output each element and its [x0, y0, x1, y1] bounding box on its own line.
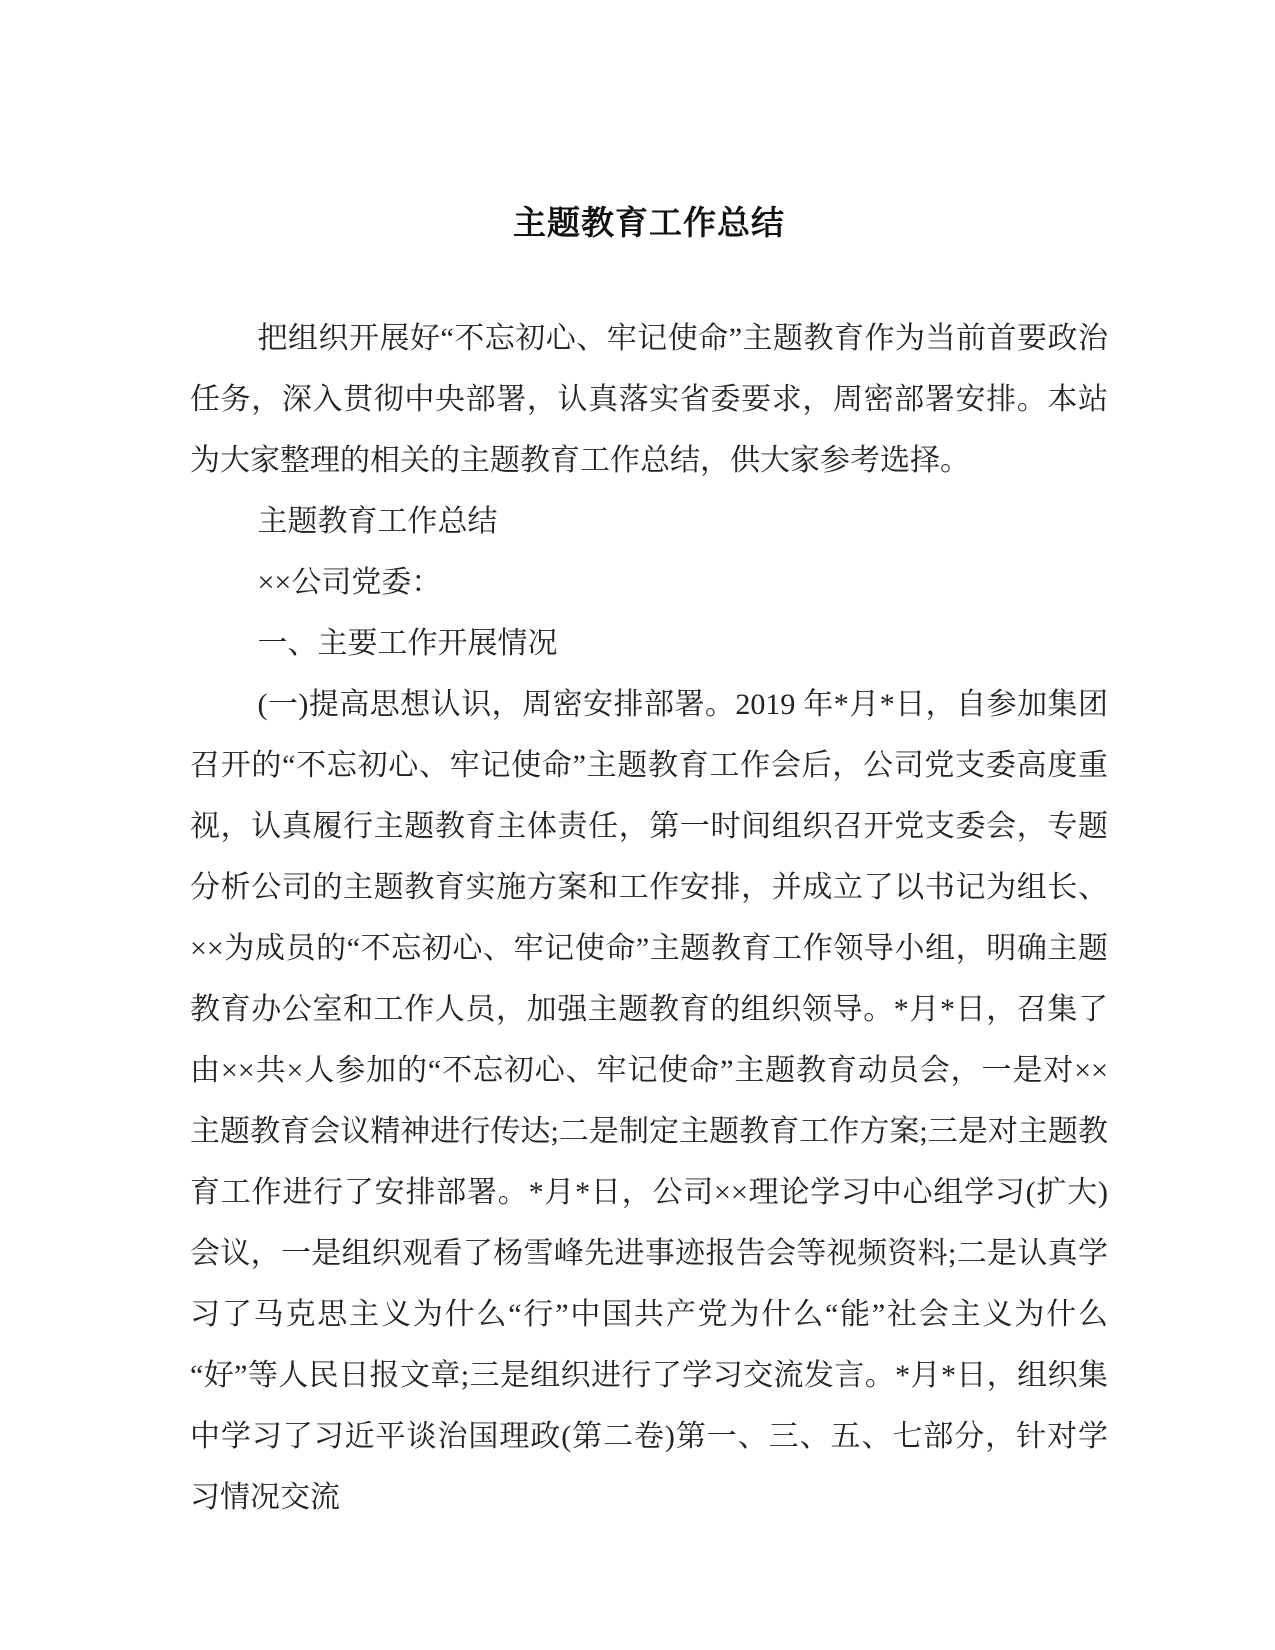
body-paragraph: (一)提高思想认识，周密安排部署。2019 年*月*日，自参加集团召开的“不忘初心、牢记使命”主题教育工作会后，公司党支委高度重视，认真履行主题教育主体责任，第一时间组织召开党支委会，专题分析公司的主题教育实施方案和工作安排，并成立了以书记为组长、××为成员的“不忘初心、牢记使命”主题教育工作领导小组，明确主题教育办公室和工作人员，加强主题教育的组织领导。*月*日，召集了由××共×人参加的“不忘初心、牢记使命”主题教育动员会，一是对××主题教育会议精神进行传达;二是制定主题教育工作方案;三是对主题教育工作进行了安排部署。*月*日，公司××理论学习中心组学习(扩大)会议，一是组织观看了杨雪峰先进事迹报告会等视频资料;二是认真学习了马克思主义为什么“行”中国共产党为什么“能”社会主义为什么“好”等人民日报文章;三是组织进行了学习交流发言。*月*日，组织集中学习了习近平谈治国理政(第二卷)第一、三、五、七部分，针对学习情况交流 [190, 688, 1108, 1514]
section-heading: 一、主要工作开展情况 [257, 627, 558, 660]
salutation: ××公司党委： [257, 566, 442, 599]
document-body [190, 308, 1108, 1528]
document-title: 主题教育工作总结 [513, 204, 785, 241]
intro-paragraph: 把组织开展好“不忘初心、牢记使命”主题教育作为当前首要政治任务，深入贯彻中央部署，认真落实省委要求，周密部署安排。本站为大家整理的相关的主题教育工作总结，供大家参考选择。 [190, 322, 1108, 477]
doc-subtitle: 主题教育工作总结 [257, 505, 498, 538]
document-content [190, 198, 1108, 1528]
